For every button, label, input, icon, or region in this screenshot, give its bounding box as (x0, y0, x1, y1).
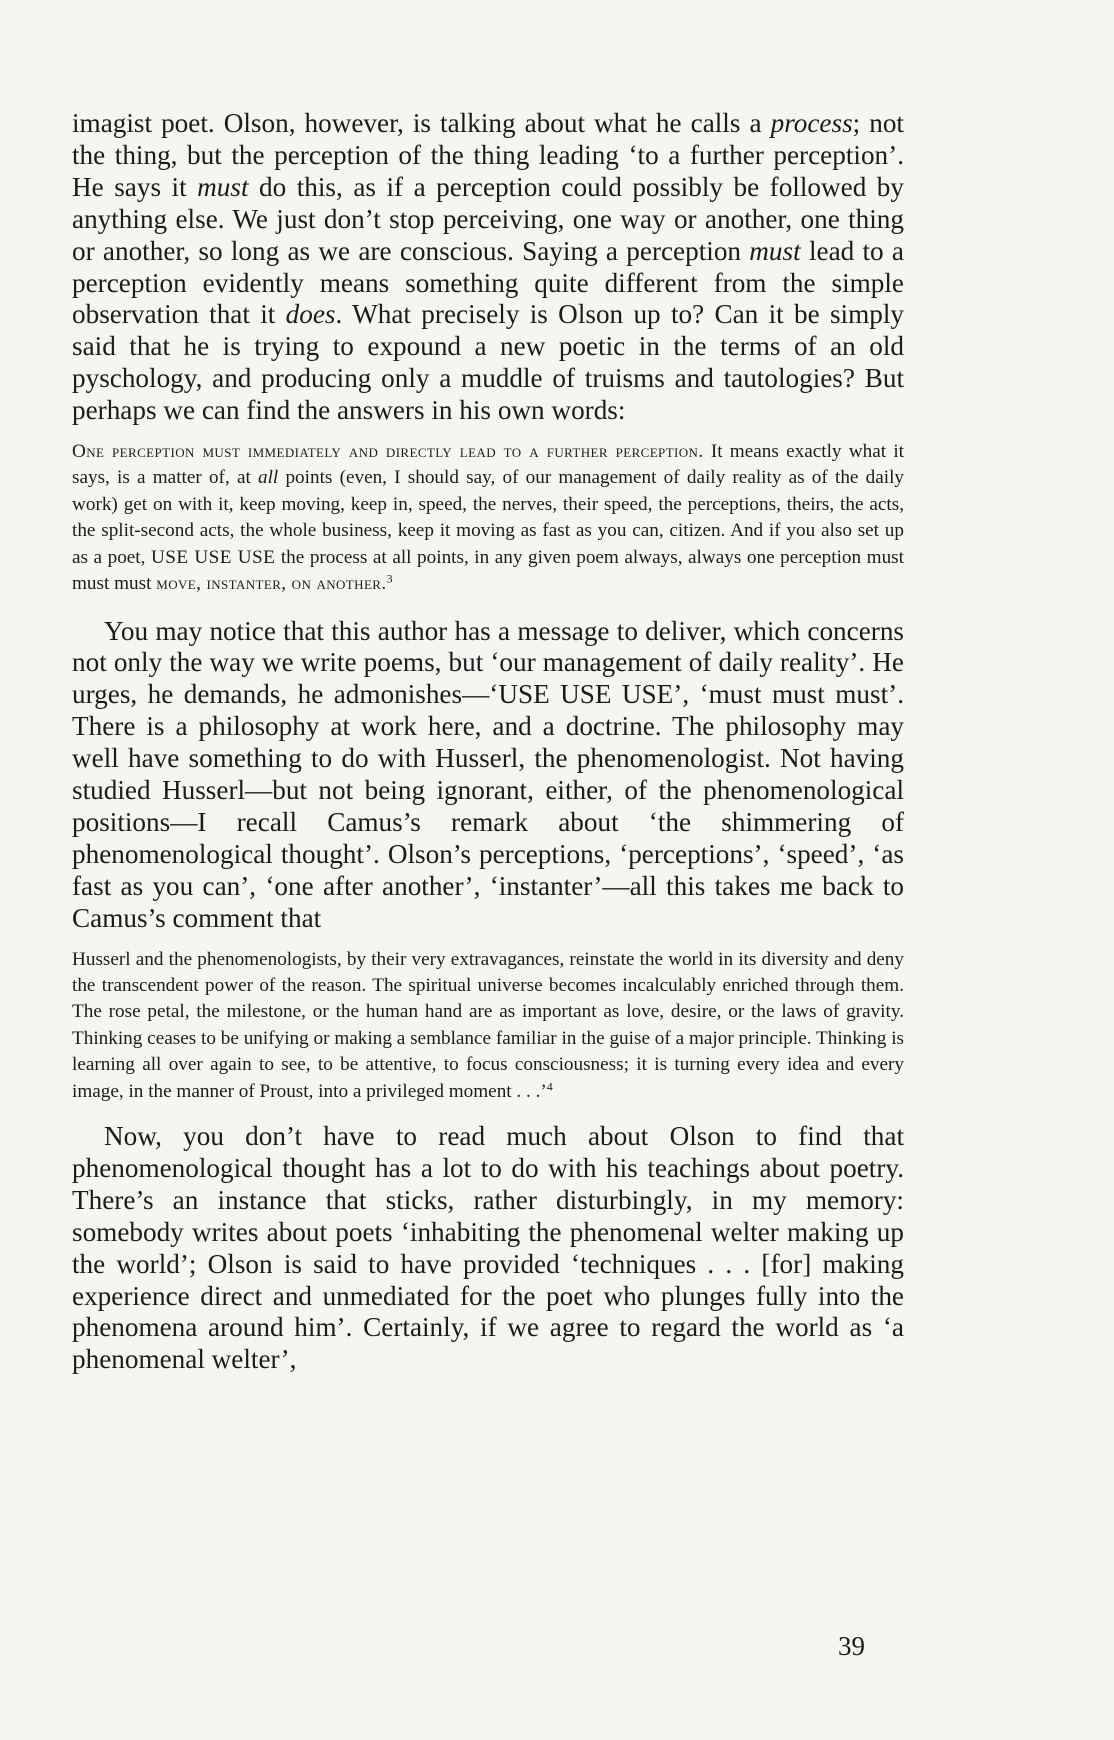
page-number: 39 (838, 1631, 865, 1661)
paragraph-1 (72, 108, 904, 427)
text-run: Husserl and the phenomenologists, by their very extravagances, reinstate the world in its diversity and deny the transcendent power of the reason. The spiritual universe becomes incalculably enriched through them. The rose petal, the milestone, or the human hand are as important as love, desire, or the laws of gravity. Thinking ceases to be unifying or making a semblance familiar in the guise of a major principle. Thinking is learning all over again to see, to be attentive, to focus consciousness; it is turning every idea and every image, in the manner of Proust, into a privileged moment . . .’ (72, 948, 904, 1102)
text-run: . What precisely is Olson up to? Can it be simply said that he is trying to expound a new poetic in the terms of an old pyschology, and producing only a muddle of truisms and tautologies? But perhaps we can find the answers in his own words: (72, 299, 904, 426)
text-run: It means exactly what it says, is a matter of, at (72, 441, 904, 489)
small-caps-run: One perception must immediately and directly lead to a further perception. (72, 441, 704, 463)
text-run: ; not the thing, but the perception of the thing leading ‘to a further perception’. He says it (72, 108, 904, 202)
text-run: points (even, I should say, of our management of daily reality as of the daily work) get on with it, keep moving, keep in, speed, the nerves, their speed, the perceptions, theirs, the acts, the split-second acts, the whole business, keep it moving as fast as you can, citizen. And if you also set up as a poet, (72, 467, 904, 568)
footnote-marker: 4 (546, 1079, 553, 1094)
italic-run: must (197, 171, 249, 202)
italic-run: does (285, 299, 336, 330)
text-run: imagist poet. Olson, however, is talking about what he calls a (72, 108, 771, 138)
text-run: the process at all points, in any given poem always, always one perception must must must (72, 546, 904, 595)
italic-run: must (749, 235, 801, 266)
small-caps-run: USE USE USE (151, 546, 276, 568)
block-quote-camus (72, 947, 904, 1105)
italic-run: all (258, 467, 279, 489)
paragraph-3: Now, you don’t have to read much about Olson to find that phenomenological thought has a lot to do with his teachings about poetry. There’s an instance that sticks, rather disturbingly, in my memory: somebody writes about poets ‘inhabiting the phenomenal welter making up the world’; Olson is said to have provided ‘techniques . . . [for] making experience direct and unmediated for the poet who plunges fully into the phenomena around him’. Certainly, if we agree to regard the world as ‘a phenomenal welter’, (72, 1121, 904, 1375)
text-run: do this, as if a perception could possibly be followed by anything else. We just don’t stop perceiving, one way or another, one thing or another, so long as we are conscious. Saying a perception (72, 171, 904, 266)
small-caps-run: move, instanter, on another. (156, 573, 387, 595)
footnote-marker: 3 (386, 571, 393, 586)
block-quote-olson (72, 439, 904, 597)
page-body (72, 108, 904, 1376)
paragraph-2: You may notice that this author has a message to deliver, which concerns not only the way we write poems, but ‘our management of daily reality’. He urges, he demands, he admonishes—‘USE USE USE’, ‘must must must’. There is a philosophy at work here, and a doctrine. The philosophy may well have something to do with Husserl, the phenomenologist. Not having studied Husserl—but not being ignorant, either, of the phenomenological positions—I recall Camus’s remark about ‘the shimmering of phenomenological thought’. Olson’s perceptions, ‘perceptions’, ‘speed’, ‘as fast as you can’, ‘one after another’, ‘instanter’—all this takes me back to Camus’s comment that (72, 615, 904, 933)
text-run: lead to a perception evidently means something quite different from the simple observation that it (72, 235, 904, 330)
italic-run: process (770, 108, 853, 138)
